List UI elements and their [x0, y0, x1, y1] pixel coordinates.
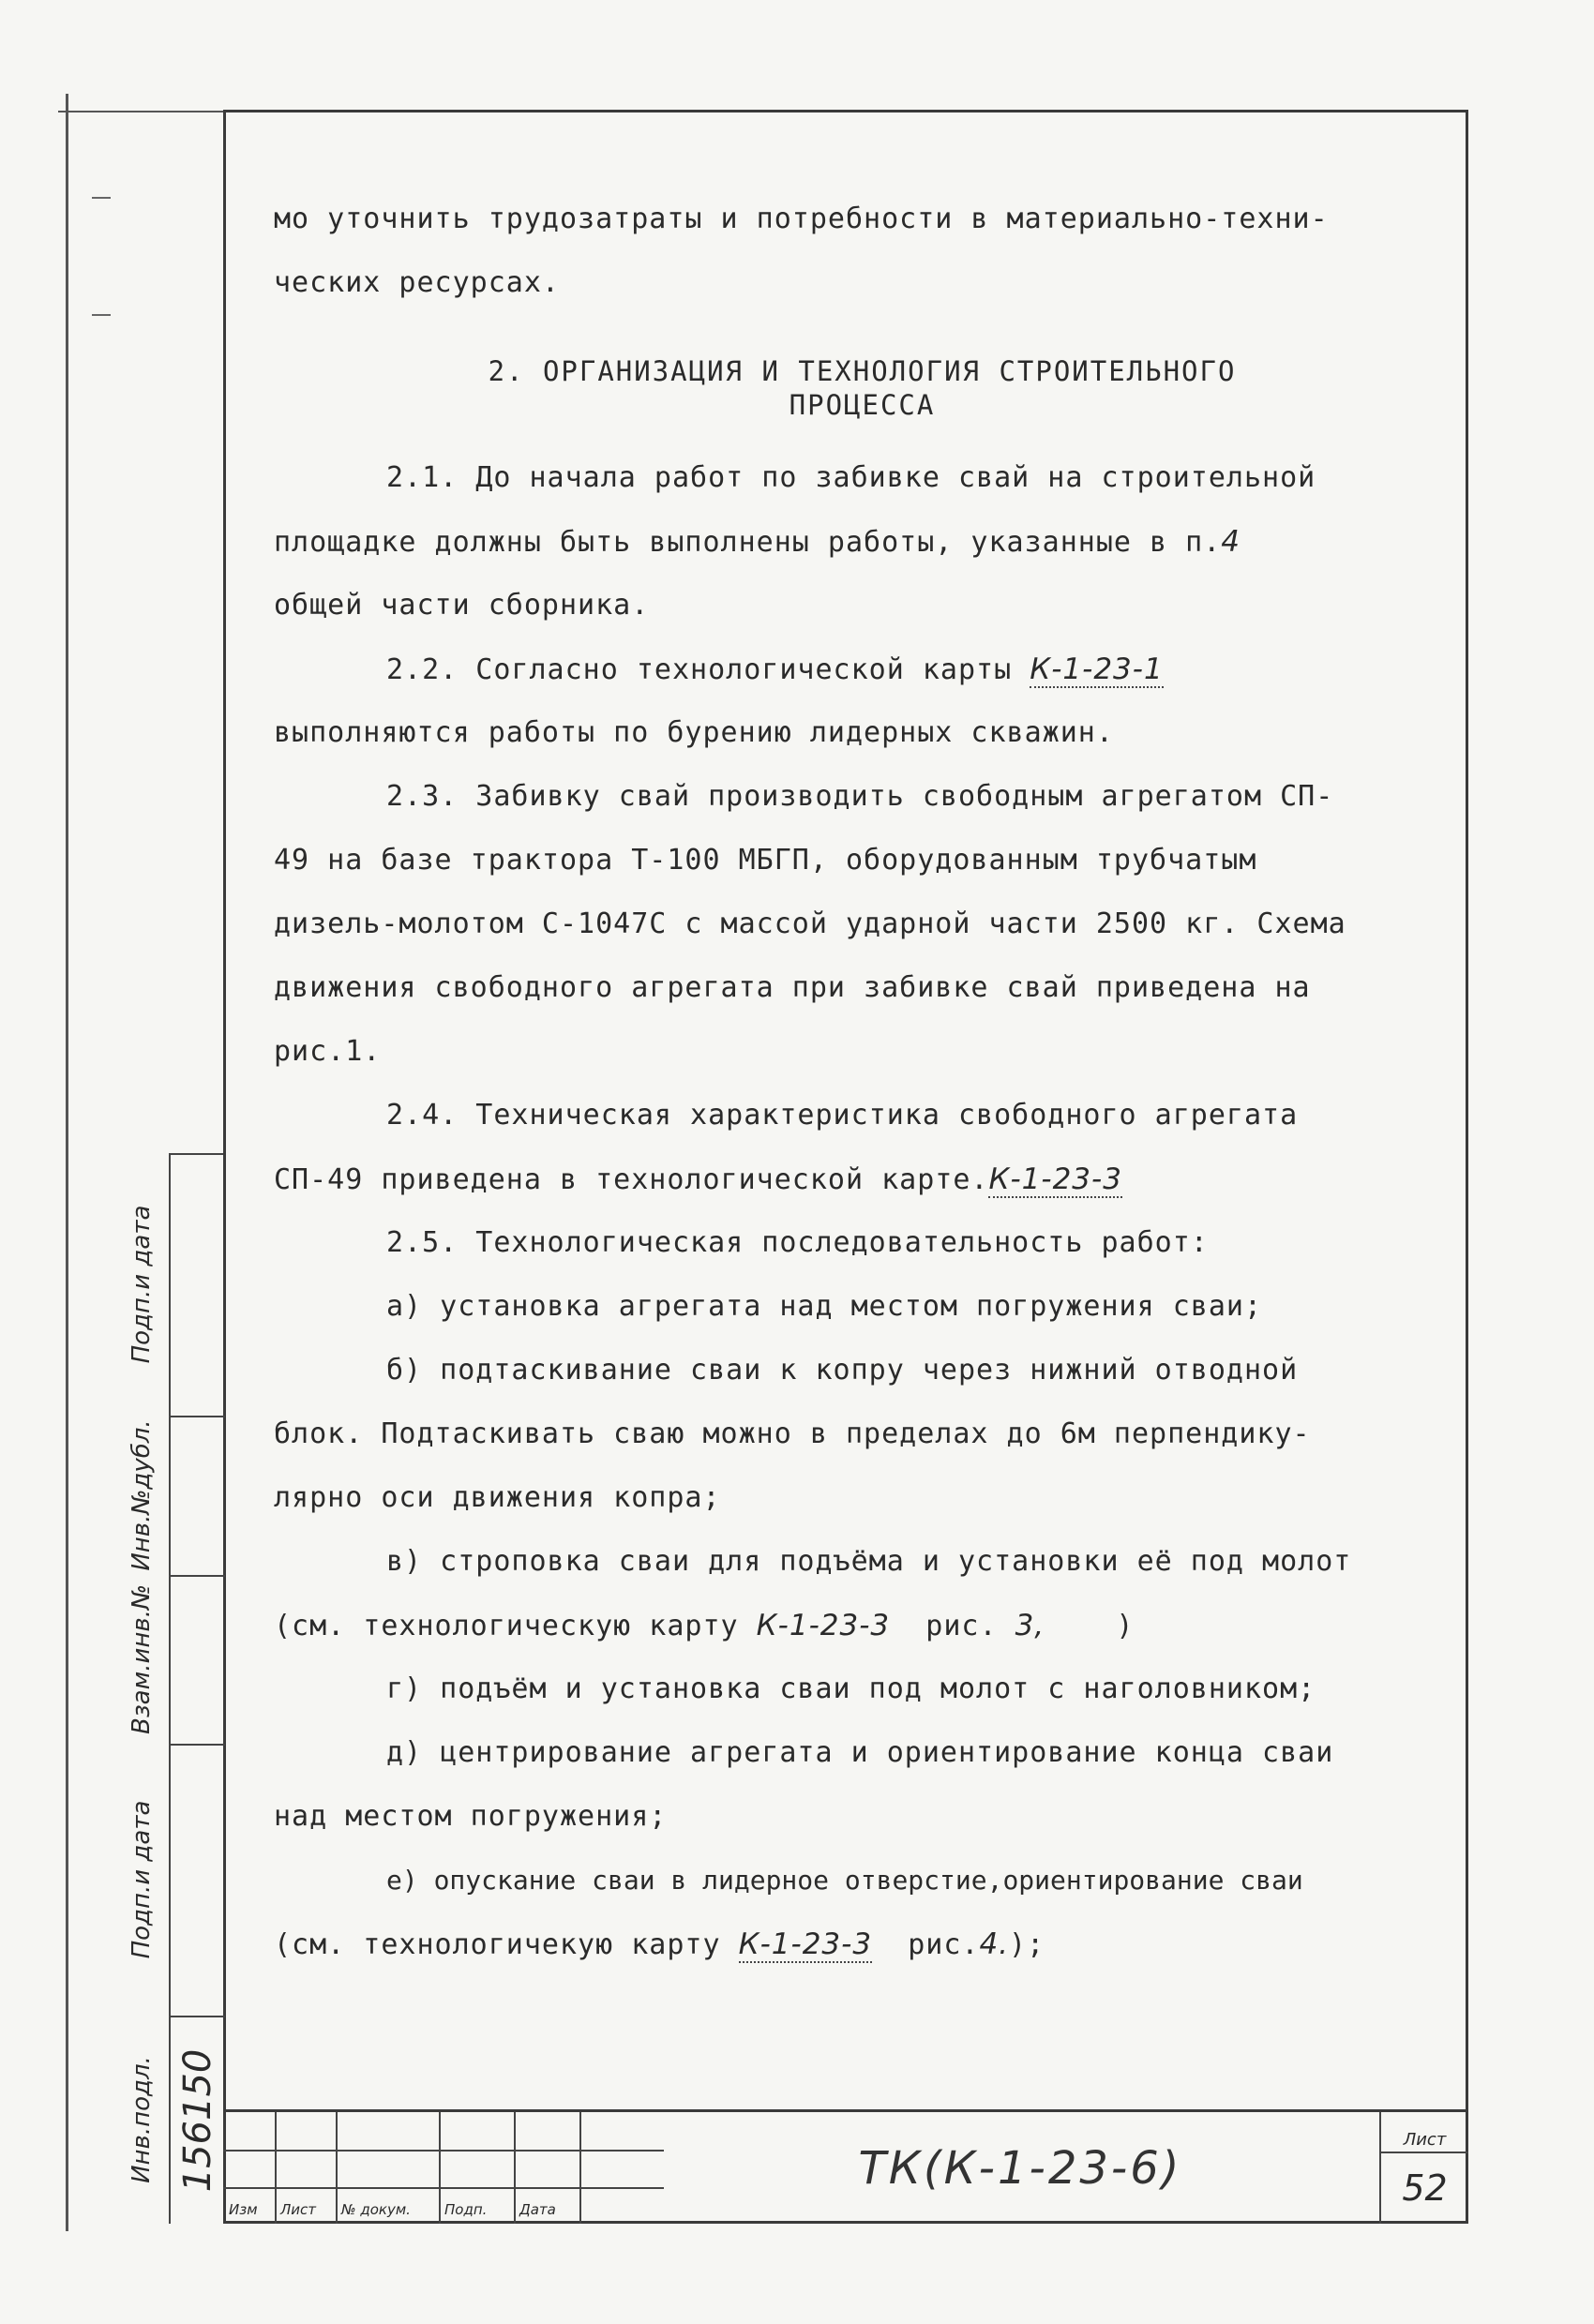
margin-tick — [92, 314, 111, 316]
revision-table — [223, 2112, 664, 2224]
binding-strip-inner — [169, 1153, 223, 2224]
text-fragment: ); — [1009, 1928, 1045, 1961]
strip-cell — [171, 1155, 225, 1417]
list-item: г) подъём и установка сваи под молот с наголовником; — [386, 1672, 1316, 1705]
text-fragment: рис. — [925, 1610, 998, 1642]
section-title-line: ПРОЦЕССА — [789, 389, 936, 421]
column-label: Лист — [280, 2201, 317, 2218]
column-label: Дата — [519, 2201, 556, 2218]
text-line — [274, 510, 1451, 574]
section-title — [274, 354, 1451, 422]
handwritten-ref: 4 — [1221, 525, 1241, 559]
revision-col — [514, 2112, 581, 2224]
text-line — [274, 1912, 1451, 1976]
text-line: рис.1. — [274, 1035, 382, 1068]
strip-label: Инв.подл. — [128, 2056, 156, 2183]
strip-label: Подп.и дата — [128, 1205, 156, 1364]
body-text — [274, 187, 1451, 1976]
strip-cell — [114, 2016, 169, 2224]
paragraph-2-1: 2.1. До начала работ по забивке свай на строительной — [386, 461, 1316, 494]
handwritten-ref: К-1-23-3 — [988, 1162, 1122, 1196]
strip-cell — [171, 2017, 225, 2224]
revision-col — [223, 2112, 277, 2224]
text-line — [274, 1147, 1451, 1211]
binding-margin-line — [66, 94, 68, 2231]
text-line: лярно оси движения копра; — [274, 1481, 721, 1514]
title-block — [223, 2109, 1468, 2224]
handwritten-figure: 4. — [979, 1927, 1010, 1961]
text-fragment: СП-49 приведена в технологической карте. — [274, 1163, 989, 1196]
list-item: а) установка агрегата над местом погружения сваи; — [386, 1290, 1263, 1323]
margin-tick — [92, 197, 111, 199]
handwritten-ref: К-1-23-3 — [756, 1609, 891, 1642]
text-fragment: площадке должны быть выполнены работы, указанные в п. — [274, 526, 1222, 559]
strip-cell — [114, 1744, 169, 2016]
strip-cell — [114, 1416, 169, 1575]
text-line: выполняются работы по бурению лидерных скважин. — [274, 716, 1114, 749]
column-label: № докум. — [341, 2201, 411, 2218]
strip-cell — [114, 1153, 169, 1416]
text-line: дизель-молотом С-1047С с массой ударной части 2500 кг. Схема — [274, 907, 1346, 940]
column-label: Изм — [229, 2201, 258, 2218]
list-item: е) опускание сваи в лидерное отверстие,ориентирование сваи — [386, 1865, 1303, 1896]
binding-strip-outer — [114, 1153, 169, 2224]
text-fragment: ) — [1116, 1610, 1135, 1642]
text-line: общей части сборника. — [274, 589, 650, 622]
text-fragment: (см. технологическую карту — [274, 1610, 739, 1642]
strip-cell — [171, 1577, 225, 1746]
revision-col — [439, 2112, 516, 2224]
text-fragment: (см. технологичекую карту — [274, 1928, 721, 1961]
strip-cell — [171, 1746, 225, 2017]
paragraph-2-4: 2.4. Техническая характеристика свободного агрегата — [386, 1099, 1299, 1132]
text-line: блок. Подтаскивать сваю можно в пределах до 6м перпендику- — [274, 1417, 1311, 1450]
sheet-number: 52 — [1402, 2167, 1448, 2209]
list-item: б) подтаскивание сваи к копру через нижний отводной — [386, 1354, 1299, 1387]
strip-label: Инв.№дубл. — [128, 1419, 156, 1571]
section-title-line: 2. ОРГАНИЗАЦИЯ И ТЕХНОЛОГИЯ СТРОИТЕЛЬНОГО — [488, 355, 1237, 387]
handwritten-ref: К-1-23-3 — [738, 1927, 873, 1961]
strip-cell — [114, 1575, 169, 1744]
document-code: ТК(К-1-23-6) — [858, 2141, 1182, 2195]
text-line: движения свободного агрегата при забивке свай приведена на — [274, 971, 1311, 1004]
strip-label: Взам.инв.№ — [128, 1584, 156, 1734]
handwritten-ref: К-1-23-1 — [1030, 652, 1164, 686]
text-line — [274, 1594, 1451, 1657]
strip-label: Подп.и дата — [128, 1800, 156, 1959]
text-line: мо уточнить трудозатраты и потребности в материально-техни- — [274, 202, 1329, 235]
text-line: ческих ресурсах. — [274, 266, 560, 299]
corner-mark — [58, 111, 227, 112]
text-fragment: рис. — [908, 1928, 980, 1961]
list-item: д) центрирование агрегата и ориентирование конца сваи — [386, 1736, 1334, 1769]
text-fragment: 2.2. Согласно технологической карты — [386, 653, 1013, 686]
inventory-number: 156150 — [176, 2048, 219, 2193]
sheet-box — [1379, 2112, 1468, 2224]
revision-col — [275, 2112, 338, 2224]
revision-col — [336, 2112, 441, 2224]
text-line: 49 на базе трактора Т-100 МБГП, оборудованным трубчатым — [274, 844, 1257, 877]
text-line: над местом погружения; — [274, 1800, 668, 1833]
sheet-label: Лист — [1381, 2112, 1468, 2153]
strip-cell — [171, 1417, 225, 1577]
paragraph-2-5: 2.5. Технологическая последовательность работ: — [386, 1226, 1209, 1259]
list-item: в) строповка сваи для подъёма и установки её под молот — [386, 1545, 1352, 1578]
column-label: Подп. — [444, 2201, 488, 2218]
paragraph-2-3: 2.3. Забивку свай производить свободным агрегатом СП- — [386, 780, 1334, 813]
paragraph-2-2 — [274, 637, 1451, 701]
handwritten-figure: 3, — [1015, 1609, 1045, 1642]
